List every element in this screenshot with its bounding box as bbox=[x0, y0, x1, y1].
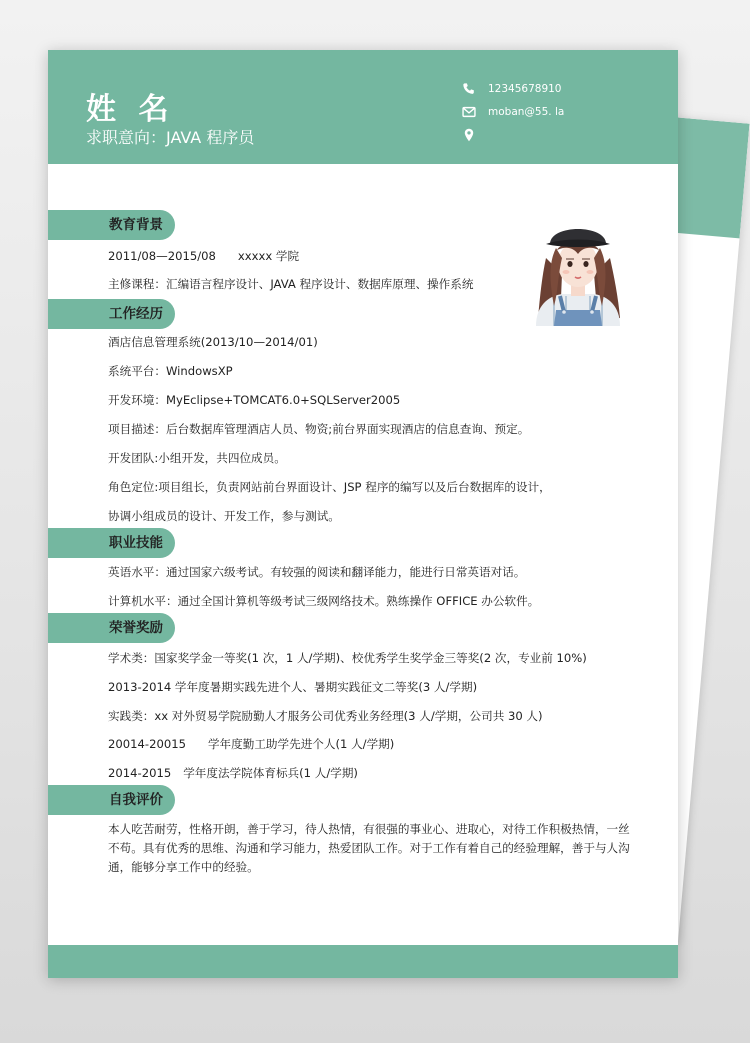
education-row bbox=[108, 248, 299, 264]
honor-line bbox=[108, 736, 394, 752]
section-title-honors: 荣誉奖励 bbox=[48, 613, 175, 643]
avatar bbox=[532, 214, 624, 326]
section-title-work: 工作经历 bbox=[48, 299, 175, 329]
work-line: 酒店信息管理系统(2013/10—2014/01) bbox=[108, 335, 318, 349]
honor-year: 20014-20015 bbox=[108, 737, 186, 751]
resume-header bbox=[48, 50, 678, 164]
work-line: 开发团队:小组开发，共四位成员。 bbox=[108, 451, 286, 465]
work-line: 项目描述：后台数据库管理酒店人员、物资;前台界面实现酒店的信息查询、预定。 bbox=[108, 422, 530, 436]
phone-number: 12345678910 bbox=[488, 83, 562, 95]
resume-page bbox=[48, 50, 678, 978]
location-icon bbox=[461, 128, 477, 142]
job-objective: 求职意向：JAVA 程序员 bbox=[86, 128, 255, 147]
skill-line: 计算机水平：通过全国计算机等级考试三级网络技术。熟练操作 OFFICE 办公软件。 bbox=[108, 594, 540, 608]
education-courses: 主修课程：汇编语言程序设计、JAVA 程序设计、数据库原理、操作系统 bbox=[108, 277, 474, 291]
mail-icon bbox=[461, 105, 477, 119]
education-period: 2011/08—2015/08 bbox=[108, 249, 216, 263]
honor-line: 2013-2014 学年度暑期实践先进个人、暑期实践征文二等奖(3 人/学期) bbox=[108, 680, 478, 694]
section-title-self: 自我评价 bbox=[48, 785, 175, 815]
honor-text: 学年度勤工助学先进个人(1 人/学期) bbox=[207, 737, 395, 751]
work-line: 系统平台：WindowsXP bbox=[108, 364, 233, 378]
honor-text: 学年度法学院体育标兵(1 人/学期) bbox=[183, 766, 358, 780]
work-line: 开发环境：MyEclipse+TOMCAT6.0+SQLServer2005 bbox=[108, 393, 401, 407]
work-line: 协调小组成员的设计、开发工作，参与测试。 bbox=[108, 509, 340, 523]
honor-year: 2014-2015 bbox=[108, 766, 172, 780]
email-address: moban@55. la bbox=[488, 106, 565, 118]
skill-line: 英语水平：通过国家六级考试。有较强的阅读和翻译能力，能进行日常英语对话。 bbox=[108, 565, 526, 579]
section-title-education: 教育背景 bbox=[48, 210, 175, 240]
work-line: 角色定位:项目组长，负责网站前台界面设计、JSP 程序的编写以及后台数据库的设计， bbox=[108, 480, 551, 494]
section-title-skills: 职业技能 bbox=[48, 528, 175, 558]
self-evaluation-text: 本人吃苦耐劳，性格开朗，善于学习，待人热情，有很强的事业心、进取心，对待工作积极热情，一丝不苟。具有优秀的思维、沟通和学习能力，热爱团队工作。对于工作有着自己的经验理解，善于与人沟通，能够分享工作中的经验。 bbox=[108, 822, 630, 874]
honor-line: 实践类：xx 对外贸易学院励勤人才服务公司优秀业务经理(3 人/学期，公司共 30 人) bbox=[108, 709, 543, 723]
phone-icon bbox=[461, 82, 477, 96]
resume-footer-band bbox=[48, 945, 678, 978]
candidate-name: 姓 名 bbox=[86, 92, 175, 127]
honor-line: 学术类：国家奖学金一等奖(1 次，1 人/学期)、校优秀学生奖学金三等奖(2 次，专业前 10%) bbox=[108, 651, 587, 665]
education-school: xxxxx 学院 bbox=[237, 249, 300, 263]
honor-line bbox=[108, 765, 358, 781]
